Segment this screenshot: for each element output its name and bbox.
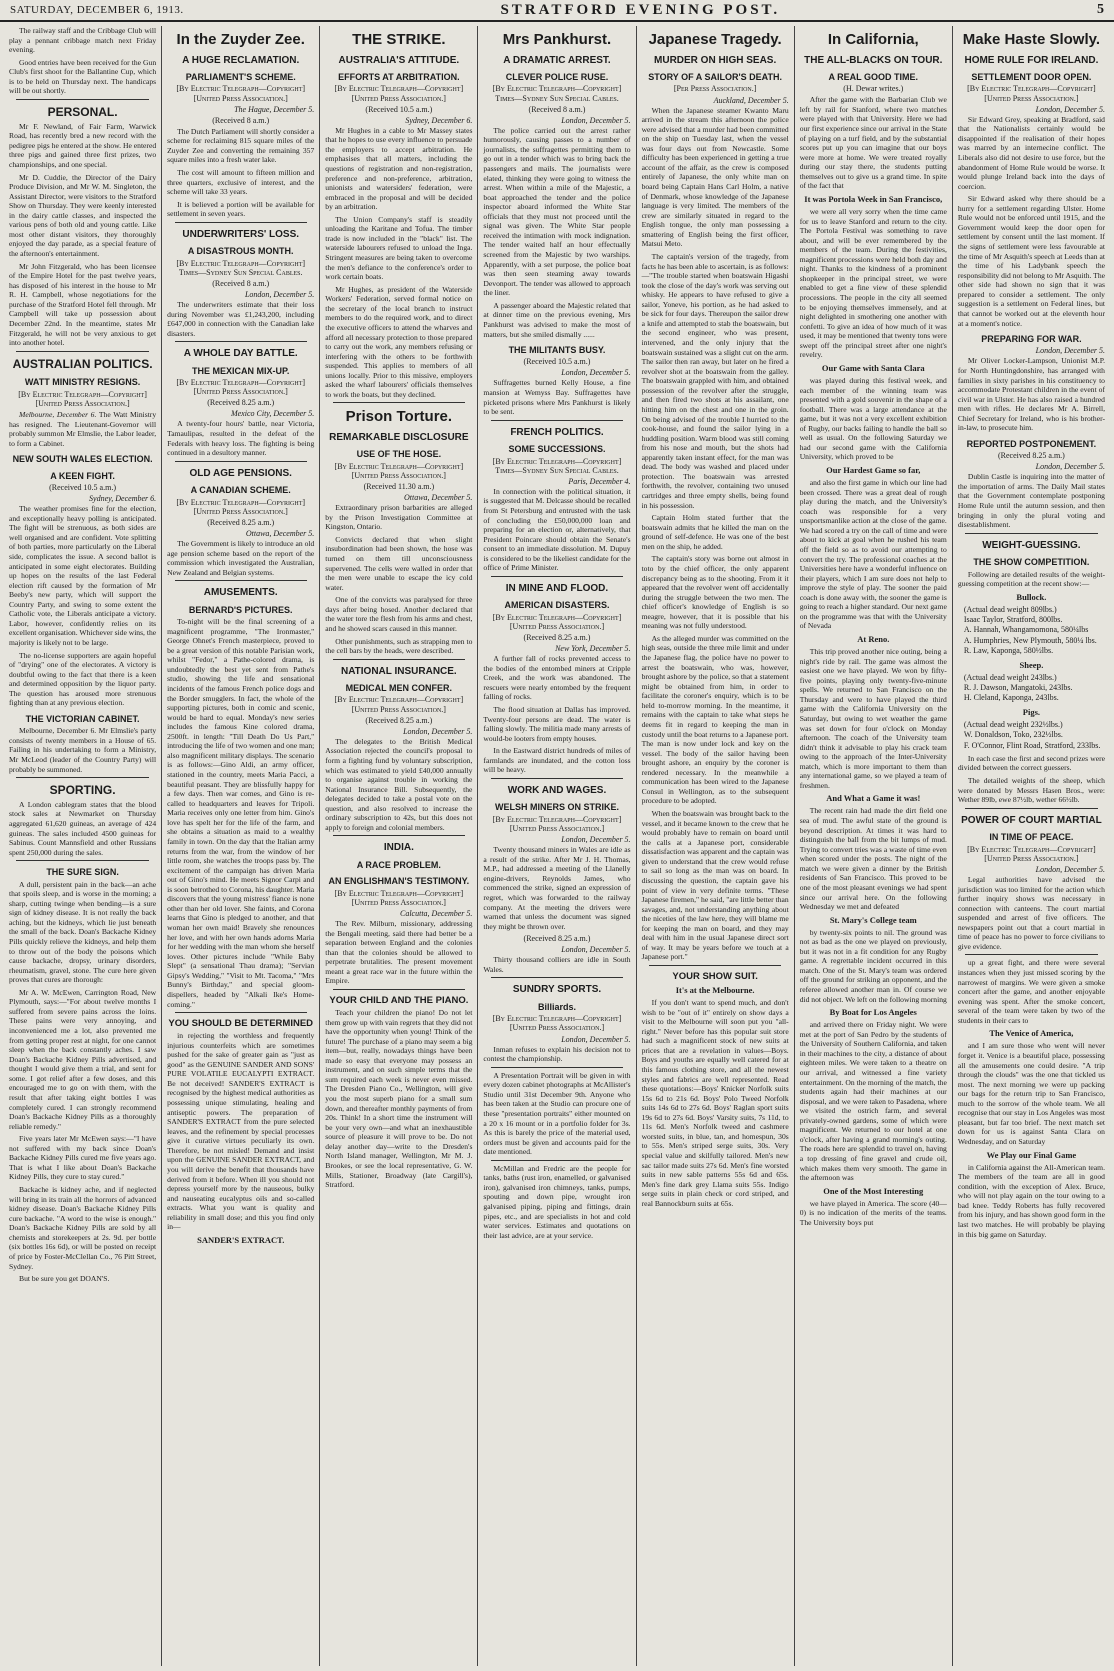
received-time: (Received 10.5 a.m.) xyxy=(523,357,591,367)
section-heading: INDIA. xyxy=(383,842,414,854)
article-text: we have played in America. The score (40—0) is no indication of the merits of the teams. The University boys put xyxy=(799,1198,947,1227)
advert-text: Five years later Mr McEwen says:—"I have not suffered with my back since Doan's Backache Kidney Pills cured me five years ago. That is what I like about Doan's Backache Kidney Pills, they cure to stay cured." xyxy=(9,1134,157,1182)
sub-heading: THE SHOW COMPETITION. xyxy=(973,557,1090,568)
column-7 xyxy=(953,26,1110,1666)
crosshead: It was Portola Week in San Francisco, xyxy=(804,193,943,204)
section-heading: AUSTRALIAN POLITICS. xyxy=(12,356,153,371)
results-list xyxy=(964,605,1105,657)
sub-heading: Billiards. xyxy=(537,1001,576,1012)
advert-signature: SANDER'S EXTRACT. xyxy=(197,1234,285,1245)
received-time: (Received 8.25 a.m.) xyxy=(523,633,591,643)
section-heading: WORK AND WAGES. xyxy=(507,784,607,796)
crosshead: At Reno. xyxy=(857,634,890,645)
sub-heading: A REAL GOOD TIME. xyxy=(828,72,919,82)
wire-credit: [By Electric Telegraph—Copyright] Times—Sydney Sun Special Cables. xyxy=(492,84,622,103)
article-text xyxy=(9,410,156,448)
sub-heading: REMARKABLE DISCLOSURE xyxy=(329,431,469,443)
article-text: The police carried out the arrest rather humorously, causing passes to a number of journalists, the suffragettes permitting them to go out in a tender which was to bring back the passengers and mails. The journalists were elated, thinking they were going to witness the arrest. When within a mile of the Majestic, a boat approached the tender and the police inspector aboard informed the White Star officials that they must not proceed until the signal was given. The White Star people received the intimation with mock indignation. The tender waited half an hour effectually screened from the Majestic by two warships. Apparently, with a set purpose, the police boat was then seen steaming away towards Devonport. The tender was allowed to approach the liner. xyxy=(483,125,631,298)
sub-heading: WELSH MINERS ON STRIKE. xyxy=(494,802,619,813)
article-text: Mr D. Cuddie, the Director of the Dairy Produce Division, and Mr W. M. Singleton, the Assistant Director, were visitors to the Stratford Show on Thursday. They were keenly interested in the dairy cattle classes, and inspected the various pens of both old and young cattle. Like most other distant visitors, they thoroughly enjoyed the day parade, as a special feature of the afternoon's entertainment. xyxy=(9,172,157,259)
dateline: Calcutta, December 5. xyxy=(399,909,473,919)
article-text: A twenty-four hours' battle, near Victoria, Tamaulipas, resulted in the defeat of the Federals with heavy loss. The fighting is being continued in a desultory manner. xyxy=(167,419,315,458)
received-time: (Received 11.30 a.m.) xyxy=(363,482,435,492)
wire-credit: [By Electric Telegraph—Copyright] [United Press Association.] xyxy=(18,389,147,408)
article-text: Sir Edward asked why there should be a hurry for a settlement regarding Ulster. Home Rule would not be enforced until 1915, and the Government would keep the door open for settlement by consent until the last moment. If the signs of settlement were less favourable at the time of Mr Asquith's speech at Leeds than at the time of his Ladybank speech the responsibility did not belong to Mr Asquith. The other side had shown no sign that it was prepared to consider a settlement. The only suggestion is a settlement on Federal lines, but that cannot be worked out at the eleventh hour at a moment's notice. xyxy=(957,194,1105,328)
list-item: W. Donaldson, Toko, 232½lbs. xyxy=(963,730,1063,740)
crosshead: By Boat for Los Angeles xyxy=(829,1007,917,1018)
article-text: The recent rain had made the dirt field one sea of mud. The awful state of the ground is beyond description. At times it was hard to distinguish the ball from the bit lumps of mud. Trying to convert tries was a waste of time even when scored under the posts. The night of the match we were given a dinner by the British residents of San Francisco. This proved to be one of the most pleasant evenings we had spent since our arrival here. On the following Wednesday we met and defeated xyxy=(799,806,947,912)
article-text: As the alleged murder was committed on the high seas, outside the three mile limit and under the Japanese flag, the police have no power to arrest the boatswain, who was, however, brought ashore by the police, so that a statement might be obtained from him, in order to facilitate the coroner's enquiry, which is to be held to-morrow morning. In the meantime, it remains with the captain to take what steps he deems fit in regard to keeping the man in custody until the boat returns to a Japanese port. The man is now under lock and key on the vessel. The body of the sailor having been brought ashore, an enquiry by the coroner is rendered necessary. In the meanwhile a communication has been wired to the Japanese Consul in Wellington, as to the subsequent procedure to be adopted. xyxy=(641,633,789,806)
article-text: Other punishments, such as strapping men to the cell bars by the heads, were described. xyxy=(325,636,473,656)
section-heading: NATIONAL INSURANCE. xyxy=(340,665,457,677)
dateline: London, December 5. xyxy=(561,115,631,125)
article-text: Mr Oliver Locker-Lampson, Unionist M.P. for North Huntingdonshire, has arranged with families in sixty parishes in his constituency to accommodate Protestant children in the event of civil war in Ulster. He has also raised a hundred men with rifles. He declares Mr A. Birrell, Chief Secretary for Ireland, who is his brother-in-law, to prosecute him. xyxy=(957,356,1105,433)
article-text: This trip proved another nice outing, being a night's ride by rail. The game was almost the easiest one we have played. We won by fifty-five points, playing only twenty-five-minute spells. We returned to San Francisco on the Thursday and were to have played the third game with the California University on the Saturday, but owing to wet weather the game was set down for four o'clock on Monday afternoon. The coach of the University team didn't think it advisable to play his crack team owing to the approach of the Inter-University match, which is more important to them than any international game, so we played a team of freshmen. xyxy=(799,647,947,790)
column-6 xyxy=(795,26,953,1666)
section-heading: PERSONAL. xyxy=(47,104,118,119)
divider xyxy=(175,341,307,342)
dateline: Auckland, December 5. xyxy=(713,95,789,105)
sub-heading: SOME SUCCESSIONS. xyxy=(508,444,606,455)
dateline: Sydney, December 6. xyxy=(405,115,473,125)
newspaper-title: STRATFORD EVENING POST. xyxy=(500,1,781,18)
sub-heading: A DISASTROUS MONTH. xyxy=(187,246,294,257)
received-time: (Received 10.5 a.m.) xyxy=(365,104,433,114)
article-text: by twenty-six points to nil. The ground was not as bad as the one we played on previously, but it was not in a fit condition for any Rugby game. A regrettable incident occurred in this match. One of the St. Mary's team was ordered off the ground for striking an opponent, and the referee allowed another man in. Of course we did not object. We left on the following morning xyxy=(799,927,947,1004)
dateline: London, December 5. xyxy=(561,1034,631,1044)
advert-heading: YOU SHOULD BE DETERMINED xyxy=(168,1018,314,1030)
article-text: When the boatswain was brought back to the vessel, and it became known to the crew that he would probably have to remain on board until the calls at a Japanese port, considerable dissatisfaction was apparent and the captain was given to understand that the crew would refuse to sail so long as the man was on board. In discussing the question, the captain gave his point of view in very definite terms. "These Japanese firemen," he said, "are little better than savages, and, not understanding anything about the niceties of the law here, they will blame me for keeping the man on board, and they may deal with him in the usual Japanese direct sort of way. It may be years before we touch at a Japanese port." xyxy=(641,809,789,962)
article-text: It is believed a portion will be available for settlement in seven years. xyxy=(167,199,315,219)
wire-credit: [By Electric Telegraph—Copyright] [United Press Association.] xyxy=(967,844,1096,863)
wire-credit: [By Electric Telegraph—Copyright] [United Press Association.] xyxy=(176,497,306,516)
advert-text: But be sure you get DOAN'S. xyxy=(19,1274,110,1284)
wire-credit: [By Electric Telegraph—Copyright] Times—Sydney Sun Special Cables. xyxy=(176,258,306,277)
dateline: London, December 5. xyxy=(403,726,473,736)
article-text: Inman refuses to explain his decision not to contest the championship. xyxy=(483,1044,631,1064)
column-headline: Make Haste Slowly. xyxy=(962,31,1101,48)
received-time: (Received 8.25 a.m.) xyxy=(365,715,433,725)
section-heading: SPORTING. xyxy=(49,783,116,798)
sub-heading: A HUGE RECLAMATION. xyxy=(182,54,300,66)
masthead xyxy=(0,0,1114,22)
column-2 xyxy=(162,26,320,1666)
sub-heading: HOME RULE FOR IRELAND. xyxy=(964,54,1099,66)
sub-heading: THE MILITANTS BUSY. xyxy=(508,345,606,356)
category-heading: Pigs. xyxy=(1022,706,1041,717)
article-text: up a great fight, and there were several instances when they just missed scoring by the narrowest of margins. We were given a smoke concert after the game, and another enjoyable evening was spent. After the smoke concert, several of the team were taken by two of the students in their cars to xyxy=(957,958,1105,1025)
sub-heading: PARLIAMENT'S SCHEME. xyxy=(185,72,296,82)
divider xyxy=(175,580,307,581)
sub-heading: STORY OF A SAILOR'S DEATH. xyxy=(648,72,782,82)
results-list xyxy=(964,673,1105,704)
advert-text: Backache is kidney ache, and if neglected will bring in its train all the horrors of advanced kidney disease. Doan's Backache Kidney Pills cure backache. "A word to the wise is enough." Doan's Backache Kidney Pills are sold by all chemists and storekeepers at 2s. 9d. per bottle (six bottles 16s 6d), or will be posted on receipt of price by Foster-McClellan Co., 76 Pitt Street, Sydney. xyxy=(9,1185,157,1271)
divider xyxy=(491,778,623,779)
crosshead: Our Hardest Game so far, xyxy=(826,465,921,476)
dateline: London, December 5. xyxy=(561,945,631,955)
divider xyxy=(333,835,465,836)
list-item: A. Hannah, Whangamomona, 580¼lbs xyxy=(963,625,1089,635)
column-headline: Mrs Pankhurst. xyxy=(502,31,612,48)
article-text: In the Eastward district hundreds of miles of farmlands are inundated, and the cotton loss will be heavy. xyxy=(483,746,631,775)
divider xyxy=(16,99,148,100)
received-time: (Received 8.25 a.m.) xyxy=(207,398,275,408)
section-heading: IN MINE AND FLOOD. xyxy=(505,582,609,594)
column-headline: Japanese Tragedy. xyxy=(648,31,782,48)
byline: (H. Dewar writes.) xyxy=(843,84,904,94)
column-4 xyxy=(478,26,636,1666)
sub-heading: BERNARD'S PICTURES. xyxy=(188,604,293,615)
received-time: (Received 8.25 a.m.) xyxy=(997,451,1065,461)
dateline: London, December 5. xyxy=(561,835,631,845)
sub-heading: MEDICAL MEN CONFER. xyxy=(345,683,453,694)
article-text: Suffragettes burned Kelly House, a fine mansion at Wemyss Bay. Suffragettes have picketed prisons where Mrs Pankhurst is likely to be sent. xyxy=(483,378,631,417)
article-text: and also the first game in which our line had been crossed. There was a great deal of rough play during the match, and the University's coach was responsible for a very unsportsmanlike action at the close of the game. We had scored a try on the call of time and were about to kick at goal when he rushed his team off the field so as to avoid our attempting to convert the try. The professional coaches at the Universities here have a wonderful influence on their players, which I am sure does not help to improve the style of play. The sooner the paid coach is done away with, the sooner the game is going to reach a higher standard. Our next game on the programme was that with the University of Nevada xyxy=(799,478,947,631)
article-text: After the game with the Barbarian Club we left by rail for Stanford, where two matches were played with that University. Here we had our first experience since our arrival in the State of playing on a turf field, and by the substantial scores put up you can imagine that our boys were more at home. We were treated royally during our stay there, the students putting themselves out to give us a grand time. In spite of the fact that xyxy=(799,95,947,191)
received-time: (Received 8 a.m.) xyxy=(528,104,586,114)
divider xyxy=(965,808,1097,809)
section-heading: OLD AGE PENSIONS. xyxy=(189,467,292,479)
article-text: A passenger aboard the Majestic related that at dinner time on the previous evening, Mrs Pankhurst was advised to make the most of matters, but she smiled dismally ...... xyxy=(483,300,631,339)
received-time: (Received 8.25 a.m.) xyxy=(523,934,591,944)
wire-credit: [By Electric Telegraph—Copyright] [United Press Association.] xyxy=(334,84,464,103)
sub-heading: A DRAMATIC ARREST. xyxy=(503,54,611,66)
article-text: The captain's version of the tragedy, from facts he has been able to ascertain, is as follows:—"The trouble started when boatswain Higashi took the close of the day's work was serving out whisky. He appears to have refused to give a sailor, Yoneve, his portion, as he had asked to be sick for four days. Thereupon the sailor drew a knife and attempted to stab the boatswain, but the second engineer, who was present, intervened, and the only injury that the boatswain sustained was a slight cut on the arm. The sailor then ran away, but later on he fired a revolver shot at the boatswain from the galley. The boatswain grappled with him, and obtained possession of the revolver after the struggle, and then fired two shots at his assailant, one hitting him on the chest and one in the groin. On being advised of the trouble I hurried to the cook-house, and found the sailor lying in a huddling position. Warm blood was still coming from his nose and mouth, but the shots had apparently taken instant effect, for the man was dead. The body was washed and placed under protection. The boatswain was arrested forthwith, the revolver, containing two unused cartridges and three empty shells, being found in his possession. xyxy=(641,251,789,510)
article-text: Mr Hughes in a cable to Mr Massey states that he hopes to use every influence to persuade the employers to accept arbitration. He emphasises that all matters, including the questions of registration and non-registration, preference and non-preference, arbitration, unionists and watersiders' federation, were embraced in the proposal and will be decided by an arbitration. xyxy=(325,125,473,212)
dateline: Ottawa, December 5. xyxy=(403,493,473,503)
list-item: (Actual dead weight 232½lbs.) xyxy=(963,719,1063,729)
divider xyxy=(16,777,148,778)
column-3 xyxy=(320,26,478,1666)
dateline: London, December 5. xyxy=(561,368,631,378)
article-text: The Watt Ministry has resigned. The Lieutenant-Governor will probably summon Mr Elmslie, the Labor leader, to form a Cabinet. xyxy=(9,410,157,448)
list-item: A. Humphries, New Plymouth, 580¼ lbs. xyxy=(963,635,1097,645)
article-text: The Government is likely to introduce an old age pension scheme based on the report of the commission which investigated the Australian, New Zealand and Belgian systems. xyxy=(167,538,315,577)
crosshead: St. Mary's College team xyxy=(829,914,917,925)
sub-heading: CLEVER POLICE RUSE. xyxy=(505,72,609,82)
category-heading: Bullock. xyxy=(1016,591,1047,602)
dateline: Sydney, December 6. xyxy=(89,494,157,504)
section-heading: A WHOLE DAY BATTLE. xyxy=(183,348,298,360)
article-text: The detailed weights of the sheep, which were donated by Messrs Hasen Bros., were: Wether 89lb, ewe 87½lb, wether 66½lb. xyxy=(957,776,1105,805)
advert-text: A Presentation Portrait will be given in with every dozen cabinet photographs at McAllister's Studio until 31st December 9th. Anyone who has been taken at the Studio can procure one of these "presentation portraits" either mounted on a 20 x 16 mount or in a portfolio folder for 3s. As this is barely the price of the material used, orders must be given and accounts paid for the date mentioned. xyxy=(483,1070,631,1157)
article-text: One of the convicts was paralysed for three days after being hosed. Another declared that the water tore the flesh from his arms and chest, and he showed scars caused in this manner. xyxy=(325,595,473,633)
divider xyxy=(333,989,465,990)
sub-heading: THE SURE SIGN. xyxy=(46,867,119,878)
article-text: Extraordinary prison barbarities are alleged by the Prison Investigation Committee at Kingston, Ontario. xyxy=(325,503,473,532)
article-text: Convicts declared that when slight insubordination had been shown, the hose was turned on them till unconsciousness supervened. The cells were walled in order that the men were unable to escape the icy cold water. xyxy=(325,534,473,592)
divider xyxy=(965,533,1097,534)
issue-date: SATURDAY, DECEMBER 6, 1913. xyxy=(10,4,184,16)
article-text: The cost will amount to fifteen million and three quarters, exclusive of interest, and the scheme will take 33 years. xyxy=(167,167,315,197)
wire-credit: [By Electric Telegraph—Copyright] [United Press Association.] xyxy=(967,84,1096,103)
dateline: Melbourne, December 6. xyxy=(19,410,97,420)
dateline: New York, December 5. xyxy=(555,644,631,654)
dateline: Mexico City, December 5. xyxy=(230,409,315,419)
divider xyxy=(333,402,465,403)
article-text: Mr John Fitzgerald, who has been licensee of the Empire Hotel for the past twelve years, has disposed of his interest in the house to Mr R. H. Campbell, whose negotiations for the purchase of the Stratford Hotel fell through. Mr Campbell will take up possession about December 22nd. In the meantime, states Mr Fitzgerald, he will not be very anxious to get into another hotel. xyxy=(9,261,157,348)
received-time: (Received 10.5 a.m.) xyxy=(49,483,116,493)
divider xyxy=(491,1160,623,1161)
sub-heading: A CANADIAN SCHEME. xyxy=(190,485,291,496)
column-headline: Prison Torture. xyxy=(345,408,453,426)
list-item: (Actual dead weight 809lbs.) xyxy=(963,604,1057,614)
sub-heading: A KEEN FIGHT. xyxy=(50,470,115,481)
column-5 xyxy=(637,26,795,1666)
page-columns xyxy=(0,26,1114,1666)
divider xyxy=(175,1012,307,1013)
wire-credit: [By Electric Telegraph—Copyright] [United Press Association.] xyxy=(334,695,464,714)
crosshead: And What a Game it was! xyxy=(826,793,921,804)
list-item: Isaac Taylor, Stratford, 800lbs. xyxy=(963,615,1063,625)
article-text: In each case the first and second prizes were divided between the correct guessers. xyxy=(957,753,1105,773)
wire-credit: [By Electric Telegraph—Copyright] [United Press Association.] xyxy=(334,461,464,480)
section-heading: POWER OF COURT MARTIAL xyxy=(961,814,1102,826)
divider xyxy=(965,954,1097,955)
list-item: R. Law, Kaponga, 580½lbs. xyxy=(963,646,1054,656)
section-heading: SUNDRY SPORTS. xyxy=(512,984,602,996)
sub-heading: THE MEXICAN MIX-UP. xyxy=(192,365,290,376)
article-text: A London cablegram states that the blood stock sales at Newmarket on Thursday aggregated 61,620 guineas, an average of 424 guineas. The sales included 4500 guineas for Sabinus. Count Mannsfield and other Russians spent 250,000 during the sales. xyxy=(9,799,157,857)
article-text: The Union Company's staff is steadily unloading the Karitane and Tofua. The timber trade is now included in the "black" list. The waterside labourers refused to unload the Inga. Stringent measures are being taken to overcome the men's defiance to the conference's order to work certain boats. xyxy=(325,214,473,282)
sub-heading: A RACE PROBLEM. xyxy=(356,859,441,870)
advert-text: Teach your children the piano! Do not let them grow up with vain regrets that they did not have the opportunity when young! Think of the future! The purchase of a piano may seem a big item—but, really, nowadays things have been made so easy that everyone may possess an instrument, and on such simple terms that the sum required each week is never even missed. The Dresden Piano Co., Wellington, will give you the most superb piano for a small sum down, and thereafter monthly payments of from 20s. Think! In a short time the instrument will be your very own—and what an inexhaustible source of pleasure it will prove to be. Do not delay another day—write to the Dresden's North Island manager, Wellington, Mr M. J. Brookes, or see the local representative, G. W. Mills, Stationer, Broadway (late Cargill's), Stratford. xyxy=(325,1007,473,1190)
advert-text: If you don't want to spend much, and don't wish to be "out of it" entirely on show days a visit to the Melbourne will soon put you "all-right." Never before has this popular suit store had such a magnificent stock of new suits at prices that are a revelation in values—Boys. Boys and youths are equally well catered for at this famous clothing store, and all the newest styles and fabrics are well represented. Read these quotations:—Boys' Knicker Norfolk suits 15s 6d to 21s 6d. Boys' Polo Tweed Norfolk suits 14s 6d to 27s 6d. Boys' Raglan sport suits 19s 6d to 27s 6d. Boys' Varsity suits, 7s 11d, to 11s 6d. Men's Norfolk tweed and cashmere worsted suits, in blue, tan, and homespun, 30s to 55s. Men's striped serge suits, 30s. Very special value and skilfully tailored. Men's new sac tailor made suits 27s 6d. Men's fine worsted suits in new sable patterns 55s 6d and 65s. Men's fine dark grey Llama suits 55s. Indigo serge suits in plain check or cord striped, and real Bannockburn suits at 65s. xyxy=(641,998,789,1208)
dateline: London, December 5. xyxy=(1035,864,1105,874)
wire-credit: [By Electric Telegraph—Copyright] [United Press Association.] xyxy=(176,378,306,397)
article-text: and arrived there on Friday night. We were met at the port of San Pedro by the students of the University of Southern California, and taken in their machines to the city, a distance of about eighteen miles. We were taken to a theatre on our arrival, and witnessed a fine variety entertainment. On the morning of the match, the students again had their machines at our disposal, and we were taken to Pasadena, where we visited the ostrich farm, and several privately-owned gardens, some of which were magnificent. We returned to our hotel at one o'clock, after having a grand morning's outing. The roads here are splendid to travel on, having a top dressing of fine gravel and crude oil, which makes them very smooth. The game in the afternoon was xyxy=(799,1020,947,1183)
article-text: Melbourne, December 6. Mr Elmslie's party consists of twenty members in a House of 65. Failing in his undertaking to form a Ministry, Mr McLeod (leader of the Country Party) will probably be summoned. xyxy=(9,726,157,774)
wire-credit: [By Electric Telegraph—Copyright] [United Press Association.] xyxy=(492,814,622,833)
article-text: The railway staff and the Cribbage Club will play a pennant cribbage match next Friday evening. xyxy=(9,26,157,55)
list-item: R. J. Dawson, Mangatoki, 243lbs. xyxy=(963,682,1073,692)
article-text: A further fall of rocks prevented access to the bodies of the entombed miners at Cripple Creek, and the work was abandoned. The rescuers were nearly entombed by the frequent falling of rocks. xyxy=(483,654,631,702)
dateline: London, December 5. xyxy=(1035,462,1105,472)
sub-heading: AMERICAN DISASTERS. xyxy=(504,600,610,611)
sub-heading: AUSTRALIA'S ATTITUDE. xyxy=(338,54,460,66)
advert-text: in rejecting the worthless and frequently injurious counterfeits which are sometimes pushed for the sake of greater gain as "just as good" as the GENUINE SANDER AND SONS' PURE VOLATILE EUCALYPTI EXTRACT. Be not deceived! SANDER'S EXTRACT is recognised by the highest medical authorities as possessing unique stimulating, healing and antiseptic powers. The preparation of SANDER'S EXTRACT from the pure selected leaves, and the refinement by special processes give it curative virtues peculiarly its own. Therefore, be not misled! Demand and insist upon the GENUINE SANDER EXTRACT, and you will derive the benefit that thousands have derived from it before. When ill you should not depress yourself more by the nauseous, bulky and nauseating eucalyptus oils and so-called extracts. What you want is quality and reliability in small dose; and this you find only in— xyxy=(167,1031,315,1232)
divider xyxy=(16,860,148,861)
advert-subheading: It's at the Melbourne. xyxy=(675,985,755,996)
article-text: The underwriters estimate that their loss during November was £1,243,200, including £647,000 in connection with the Canadian lake disasters. xyxy=(167,300,315,338)
article-text: When the Japanese steamer Kwanto Maru arrived in the stream this afternoon the police were advised that a murder had been committed on the ship on Tuesday last, when the vessel was four days out from Newcastle. Some difficulty has been experienced in getting a true account of the affair, as the crew is composed entirely of Japanese, the only white man on board being Captain Hans Carl Holm, a native of Denmark, whose knowledge of the Japanese language is very limited. The members of the crew are similarly situated in regard to the English tongue, the only man possessing a smattering of English being the first officer, Matsui Meto. xyxy=(641,105,789,249)
received-time: (Received 8.25 a.m.) xyxy=(207,517,275,527)
column-headline: THE STRIKE. xyxy=(352,31,446,48)
sub-heading: NEW SOUTH WALES ELECTION. xyxy=(12,454,153,465)
divider xyxy=(649,965,781,966)
article-text: Dublin Castle is inquiring into the matter of the importation of arms. The Daily Mail states that the Government contemplate postponing Home Rule until the autumn session, and then bringing in only the plural voting and disestablishment. xyxy=(957,472,1105,530)
crosshead: We Play our Final Game xyxy=(986,1149,1077,1160)
article-text: Mr F. Newland, of Fair Farm, Warwick Road, has recently bred a new record with the pedigree pigs he entered at the show. He entered three pigs and gained three first prizes, two championships, and one special. xyxy=(9,121,157,169)
crosshead: One of the Most Interesting xyxy=(823,1185,924,1196)
sub-heading: USE OF THE HOSE. xyxy=(356,449,442,460)
advert-heading: YOUR SHOW SUIT. xyxy=(672,971,758,983)
list-item: (Actual dead weight 243lbs.) xyxy=(963,672,1057,682)
wire-credit: [Per Press Association.] xyxy=(673,84,757,94)
sub-heading: PREPARING FOR WAR. xyxy=(981,334,1082,345)
article-text: Sir Edward Grey, speaking at Bradford, said that the Nationalists certainly would be disappointed if the realisation of their hopes was marred by an internecine conflict. The Liberals also did not desire to use force, but the abandonment of Home Rule would be worse. It would plunge Ireland back into the days of coercion. xyxy=(957,114,1105,191)
list-item: F. O'Connor, Flint Road, Stratford, 233lbs. xyxy=(963,740,1101,750)
divider xyxy=(175,222,307,223)
article-text: Mr Hughes, as president of the Waterside Workers' Federation, served formal notice on the secretary of the local branch to instruct members to do the required work, and to direct the executive officers to attend the wharves and afford all necessary protection to those prepared to carry out the work, any members refusing or interfering with the others to be forthwith suspended. This applies to members of all unions locally. Prior to this missive, employers asked the wharf labourers' officials themselves to work the boats, but they declined. xyxy=(325,284,473,399)
column-headline: In the Zuyder Zee. xyxy=(176,31,305,48)
crosshead: The Venice of America, xyxy=(989,1028,1074,1039)
article-text: The no-license supporters are again hopeful of "drying" one of the electorates. A victory is doubtful owing to the fact that there is a keen and determined opposition by the liquor party. The question has aroused more strenuous fighting than at any previous election. xyxy=(9,650,157,708)
sub-heading: EFFORTS AT ARBITRATION. xyxy=(338,72,460,82)
dateline: The Hague, December 5. xyxy=(234,104,315,114)
wire-credit: [By Electric Telegraph—Copyright] [United Press Association.] xyxy=(492,1014,622,1033)
sub-heading: IN TIME OF PEACE. xyxy=(989,832,1074,843)
article-text: The Dutch Parliament will shortly consider a scheme for reclaiming 815 square miles of the Zuyder Zee and converting the remaining 357 square miles into a fresh water lake. xyxy=(167,126,315,165)
article-text: we were all very sorry when the time came for us to leave Stanford and return to the city. The Portola Festival was something to rave about, and will be ever remembered by the members of the team. During the festivities, magnificent processions were held both day and night. Thanks to the kindness of a prominent shopkeeper in the principal street, we were enabled to get a fine view of these splendid processions. The people in the city all seemed to be enjoying themselves immensely, and at night delighted in smothering one another with confetti. To give an idea of how much of it was used, it may be mentioned that twenty tons were swept off the principal street after one night's revelry. xyxy=(799,206,947,360)
crosshead: Our Game with Santa Clara xyxy=(821,362,925,373)
list-item: H. Cleland, Kaponga, 243lbs. xyxy=(963,693,1059,703)
sub-heading: THE VICTORIAN CABINET. xyxy=(25,713,140,724)
article-text: and I am sure those who went will never forget it. Venice is a beautiful place, possessing all the amusements one could desire. "A trip through the clouds" was the one that tickled us most. The next morning we were up packing our bags for the return trip to San Francisco, much to the sorrow of the whole team. We all recognise that our stay in Los Angeles was most pleasant, but far too brief. The next match set down for us is against Santa Clara on Wednesday, and on Saturday xyxy=(957,1041,1105,1147)
divider xyxy=(491,576,623,577)
section-heading: WEIGHT-GUESSING. xyxy=(982,539,1081,551)
sub-heading: REPORTED POSTPONEMENT. xyxy=(966,438,1097,449)
advert-text: McMillan and Fredric are the people for tanks, baths (rust iron, enamelled, or galvanised iron), galvanised iron chimneys, tanks, pumps, spouting and down pipe, wrought iron galvanised piping, piping and fittings, drain pipes, etc., and are specialists in hot and cold water services. Estimates and quotations on their last advice, are at your service. xyxy=(483,1163,631,1240)
article-text: Thirty thousand colliers are idle in South Wales. xyxy=(483,955,631,974)
sub-heading: MURDER ON HIGH SEAS. xyxy=(654,54,777,66)
category-heading: Sheep. xyxy=(1019,659,1044,670)
advert-heading: YOUR CHILD AND THE PIANO. xyxy=(329,994,469,1006)
column-headline: In California, xyxy=(827,31,919,48)
wire-credit: [By Electric Telegraph—Copyright] [United Press Association.] xyxy=(176,84,306,103)
article-text: The weather promises fine for the election, and exceptionally heavy polling is anticipated. The fight will be strenuous, as both sides are well organised and are confident. Vote splitting of both parties, more particularly on the Liberal side, complicates the issue. A second ballot is anticipated in some eight electorates. Building up hopes on the results of the last Federal election rift caused by the formation of Mr Beeby's new party, which will support the Country Party, and swing to some extent the Catholic vote, the Liberals anticipate a victory. Labor, however, confidently relies on its excellent organisation. Whichever side wins, the majority is likely not to be large. xyxy=(9,504,157,647)
article-text: Following are detailed results of the weight-guessing competition at the recent show:— xyxy=(957,569,1105,589)
page-number: 5 xyxy=(1097,2,1104,17)
sub-heading: AN ENGLISHMAN'S TESTIMONY. xyxy=(328,876,470,887)
article-text: was played during this festival week, and each member of the winning team was presented with a gold souvenir in the shape of a football. There was a large attendance at the game, but it was not a very excellent exhibition of Rugby, our backs failing to handle the ball so well as usual. On the following Saturday we had our second game with the California University, which proved to be xyxy=(799,375,947,462)
column-1 xyxy=(4,26,162,1666)
divider xyxy=(175,461,307,462)
advert-text: Mr A. W. McEwen, Carrington Road, New Plymouth, says:—"For about twelve months I suffered from severe pains across the loins. These pains were very annoying, and inconvenienced me a lot, also prevented me from getting proper rest at night, for one cannot sleep when the back constantly aches. I saw Doan's Backache Kidney Pills advertised, and thought I would give them a trial, and sent for some. I got relief after a few doses, and this encouraged me to go on with them, with the result that after taking eight bottles I was completely cured. I can strongly recommend Doan's Backache Kidney Pills as a thoroughly reliable remedy." xyxy=(9,987,157,1131)
section-heading: FRENCH POLITICS. xyxy=(510,426,604,438)
sub-heading: SETTLEMENT DOOR OPEN. xyxy=(971,72,1092,82)
wire-credit: [By Electric Telegraph—Copyright] [United Press Association.] xyxy=(492,612,622,631)
received-time: (Received 8 a.m.) xyxy=(212,279,270,288)
article-text: In connection with the political situation, it is suggested that M. Delcasse should be recalled from St Petersburg and entrusted with the task of concluding the £50,000,000 loan and preparing for an election or, alternatively, that President Poincare should obtain the Senate's consent to an immediate dissolution. M. Dupuy is considered to be the likeliest candidate for the office of Prime Minister. xyxy=(483,486,631,573)
article-text: The delegates to the British Medical Association rejected the council's proposal to form a fighting fund by voluntary subscription, which was estimated to yield £40,000 annually to organise against trouble in working the National Insurance Bill. Subsequently, the delegates decided to take a postal vote on the question, and also resolved to increase the ordinary subscription to 42s, but this does not apply to foreign and colonial members. xyxy=(325,736,473,832)
article-text: Captain Holm stated further that the boatswain admits that he killed the man on the ground of self-defence. He was one of the best men on the ship, he added. xyxy=(641,513,789,551)
article-text: The captain's story was borne out almost in toto by the chief officer, the only apparent discrepancy being as to the shooting. From it it appeared that the revolver went off accidentally during the struggle between the two men. The chief officer's knowledge of English is so meagre, however, that it is possible that his meaning was not fully understood. xyxy=(641,554,789,631)
received-time: (Received 8 a.m.) xyxy=(212,115,270,125)
dateline: Ottawa, December 5. xyxy=(245,528,315,538)
advert-text: A dull, persistent pain in the back—an ache that spoils sleep, and is worse in the morning; a sharp, cutting twinge when bending—is a sure sign of kidney disease. It is not really the back aching, but the kidneys, which lie just beneath the small of the back. Doan's Backache Kidney Pills quickly relieve the kidneys, and help them to throw out of the body the poisons which cause backache, dropsy, urinary disorders, rheumatism, gravel, stone. The cure here given proves that cures are thorough: xyxy=(9,879,157,985)
article-text: Legal authorities have advised the jurisdiction was too limited for the action which further inquiry shows was necessary in connection with canteens. The court martial suspended and arrest of five officers. The newspapers point out that a court martial in time of peace has no power to force civilians to give evidence. xyxy=(957,874,1105,951)
divider xyxy=(333,659,465,660)
section-heading: UNDERWRITERS' LOSS. xyxy=(182,228,300,240)
wire-credit: [By Electric Telegraph—Copyright] Times—Sydney Sun Special Cables. xyxy=(492,456,622,475)
section-heading: AMUSEMENTS. xyxy=(203,587,278,599)
article-text: The Rev. Milburn, missionary, addressing the Bengali meeting, said there had better be a separation between England and the colonies than that the colonies should be allowed to perpetrate brutalities. The present movement meant a great race war in the future within the Empire. xyxy=(325,919,473,986)
article-text: The flood situation at Dallas has improved. Twenty-four persons are dead. The water is falling slowly. The militia made many arrests of would-be looters from empty houses. xyxy=(483,705,631,743)
sub-heading: THE ALL-BLACKS ON TOUR. xyxy=(804,54,943,66)
results-list xyxy=(964,720,1105,751)
article-text: Good entries have been received for the Gun Club's first shoot for the Ballantine Cup, which is to be held on Thursday next. The handicaps will be out shortly. xyxy=(9,57,157,96)
dateline: Paris, December 4. xyxy=(568,476,631,486)
divider xyxy=(491,1067,623,1068)
divider xyxy=(491,977,623,978)
dateline: London, December 5. xyxy=(1035,104,1105,114)
article-text: in California against the All-American team. The members of the team are all in good condition, with the exception of Alex. Bruce, who will not play again on the tour owing to a bad knee. Teddy Roberts has fully recovered from his injury, and has shown good form in the last two matches. He will probably be playing in this big game on Saturday. xyxy=(957,1162,1105,1239)
article-text: Twenty thousand miners in Wales are idle as a result of the strike. After Mr J. H. Thomas, M.P., had addressed a meeting of the Llanelly engine-drivers, Reynolds James, who commenced the strike, signed an expression of regret, which was forwarded to the railway company. At the meeting the drivers were warned that unless the document was signed they might be thrown over. xyxy=(483,845,631,931)
dateline: London, December 5. xyxy=(244,290,315,299)
sub-heading: WATT MINISTRY RESIGNS. xyxy=(24,377,141,388)
article-text: To-night will be the final screening of a magnificent programme, "The Ironmaster," George Ohnet's French masterpiece, proved to be a great version of this notable Parisian work, whilst "Fedor," a Pathe-colored drama, is undoubtedly the best yet sent from Pathe's studio, showing the life and sensational incidents of the famous French police dogs and the Border smugglers. In fact, the whole of the supporting pictures, both in comic and scenic, would be hard to equal. Monday's new series includes the famous Kine colored drama, 2500ft. in length: "Till Death Do Us Part," introducing the life of two women and one man; also magnificent military displays. The scenario is as follows:—Gino Aldi, an army officer, stationed in the country, meets Maria Pacci, a beautiful peasant. They are blissfully happy for a few days. Then war comes, and Gino is re-called to headquarters and leaves for Tripoli. Maria receives only one letter from him. Gino's love has spelt her for the life of the farm, and she obtains a situation as maid to a wealthy family in town. On the day that the Italian army returns from the war, from the window of her little room, she watches the troops pass by. The excitement of the campaign has driven Maria out of Gino's mind. He meets Signor Carpi and is soon betrothed to Corona, his daughter. Maria discovers that the young mistress' fiance is none other than her old lover. She faints, and Corona learns that Gino is pledged to another, and that woman her own maid! Bravely she renounces her love, and with her own hands adorns Maria for her wedding with the man whom she herself loves. Other pictures include "While Baby Slept" (a sensational Thau drama); "Servian Gipsy's Wedding," "Visit to Mt. Tacoma," "Mrs Bunny's Birthday," and special gloom-dispellers, headed by "Alkali Ike's Home-coming." xyxy=(167,617,315,1009)
divider xyxy=(491,420,623,421)
divider xyxy=(16,351,148,352)
dateline: London, December 5. xyxy=(1035,346,1105,356)
wire-credit: [By Electric Telegraph—Copyright] [United Press Association.] xyxy=(334,888,464,907)
